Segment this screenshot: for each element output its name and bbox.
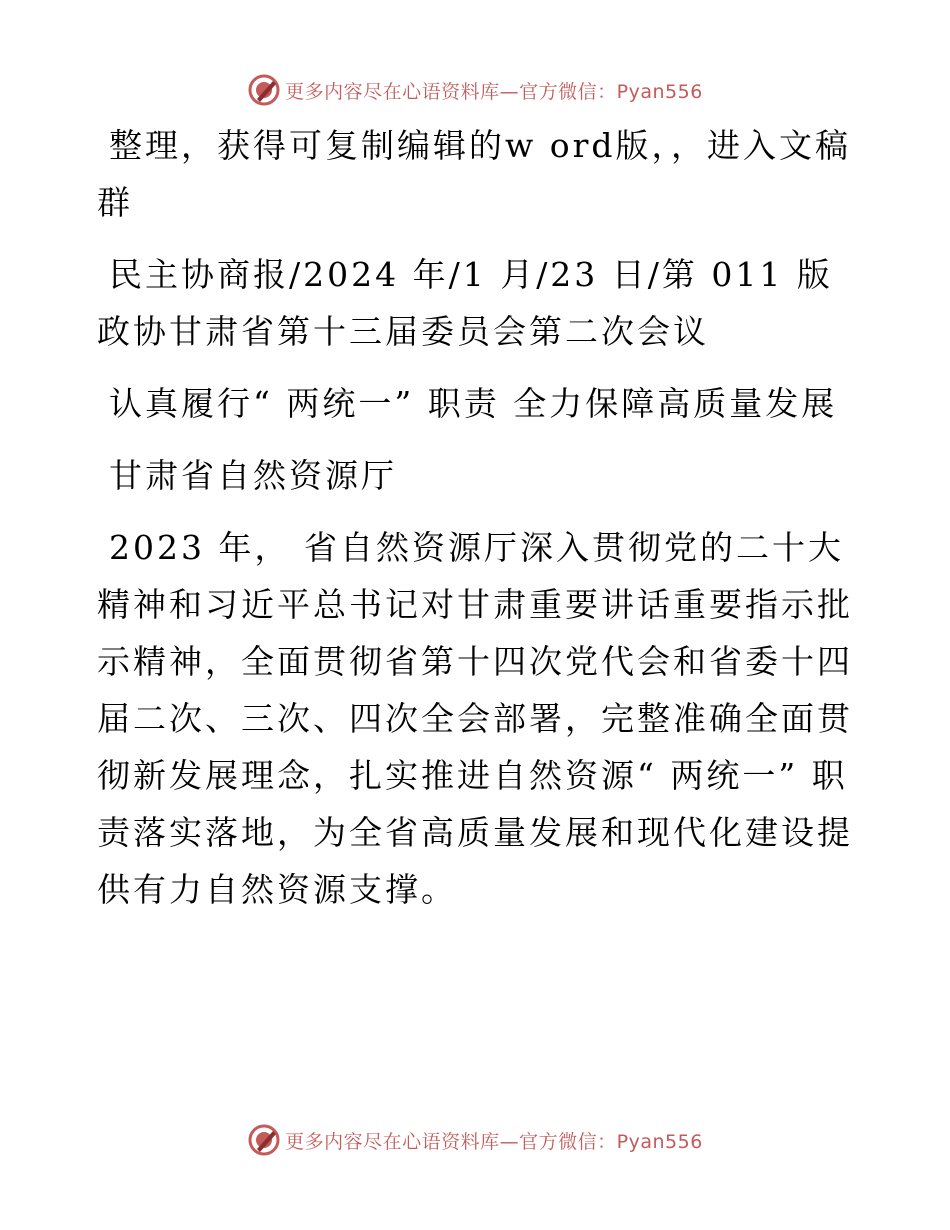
header-banner <box>0 70 950 110</box>
article-author: 甘肃省自然资源厅 <box>109 456 397 495</box>
footer-banner <box>0 1120 950 1160</box>
paragraph-intro: 整理，获得可复制编辑的w ord版，，进入文稿群 <box>97 126 852 222</box>
paragraph-source: 民主协商报/2024 年/1 月/23 日/第 011 版政协甘肃省第十三届委员会第二次会议 <box>97 255 833 351</box>
article-title: 认真履行“ 两统一” 职责 全力保障高质量发展 <box>109 384 838 423</box>
header-banner-text: 更多内容尽在心语资料库—官方微信：Pyan556 <box>285 80 703 103</box>
paragraph-body: 2023 年， 省自然资源厅深入贯彻党的二十大精神和习近平总书记对甘肃重要讲话重要指示批示精神，全面贯彻省第十四次党代会和省委十四届二次、三次、四次全会部署，完整准确全面贯彻新发展理念，扎实推进自然资源“ 两统一” 职责落实落地，为全省高质量发展和现代化建设提供有力自然资源支撑。 <box>97 528 853 909</box>
footer-banner-text: 更多内容尽在心语资料库—官方微信：Pyan556 <box>285 1130 703 1153</box>
pen-logo-icon <box>247 1123 281 1157</box>
document-body <box>97 117 857 933</box>
pen-logo-icon <box>247 73 281 107</box>
